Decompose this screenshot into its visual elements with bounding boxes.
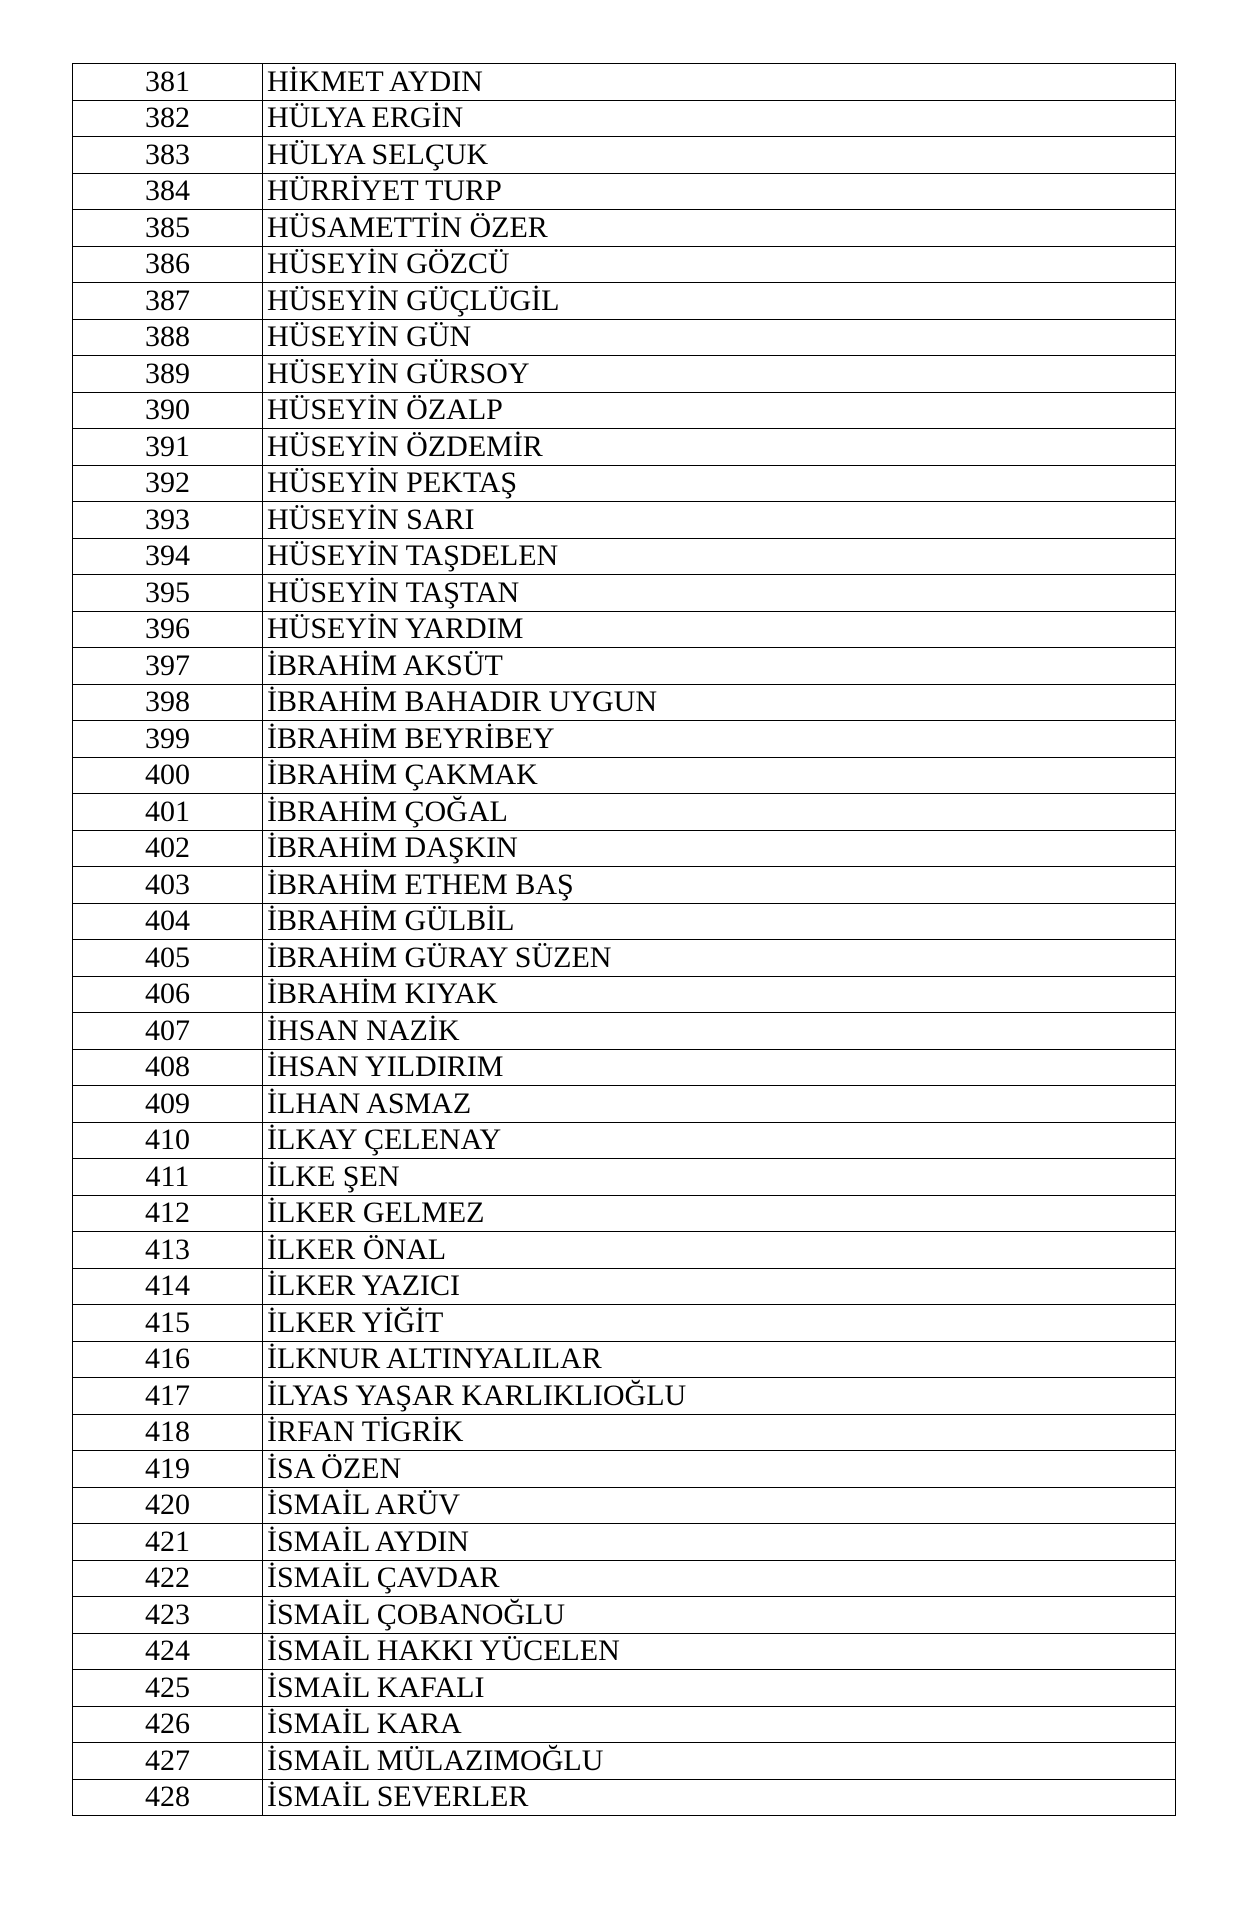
person-name-cell: İSMAİL KAFALI (263, 1670, 1176, 1707)
table-row (73, 1049, 1176, 1086)
table-row (73, 1743, 1176, 1780)
table-row (73, 648, 1176, 685)
person-name-cell: İLYAS YAŞAR KARLIKLIOĞLU (263, 1378, 1176, 1415)
person-name-cell: HÜLYA ERGİN (263, 100, 1176, 137)
person-name-cell: HÜSEYİN TAŞDELEN (263, 538, 1176, 575)
person-name-cell: İLHAN ASMAZ (263, 1086, 1176, 1123)
row-number-cell: 405 (73, 940, 263, 977)
person-name-cell: HÜSEYİN GÜN (263, 319, 1176, 356)
person-name-cell: İHSAN YILDIRIM (263, 1049, 1176, 1086)
row-number-cell: 396 (73, 611, 263, 648)
person-name-cell: İBRAHİM GÜRAY SÜZEN (263, 940, 1176, 977)
table-row (73, 684, 1176, 721)
table-row (73, 757, 1176, 794)
table-row (73, 976, 1176, 1013)
row-number-cell: 409 (73, 1086, 263, 1123)
row-number-cell: 391 (73, 429, 263, 466)
row-number-cell: 385 (73, 210, 263, 247)
table-row (73, 100, 1176, 137)
person-name-cell: İSMAİL ÇAVDAR (263, 1560, 1176, 1597)
table-row (73, 465, 1176, 502)
table-row (73, 1195, 1176, 1232)
person-name-cell: İBRAHİM BEYRİBEY (263, 721, 1176, 758)
table-row (73, 1086, 1176, 1123)
row-number-cell: 397 (73, 648, 263, 685)
table-row (73, 1305, 1176, 1342)
person-name-cell: HÜSAMETTİN ÖZER (263, 210, 1176, 247)
person-name-cell: İSMAİL ARÜV (263, 1487, 1176, 1524)
person-name-cell: HİKMET AYDIN (263, 64, 1176, 101)
table-row (73, 611, 1176, 648)
person-name-cell: İLKER GELMEZ (263, 1195, 1176, 1232)
row-number-cell: 426 (73, 1706, 263, 1743)
person-name-cell: İLKER YİĞİT (263, 1305, 1176, 1342)
row-number-cell: 423 (73, 1597, 263, 1634)
row-number-cell: 383 (73, 137, 263, 174)
person-name-cell: İLKER YAZICI (263, 1268, 1176, 1305)
table-row (73, 210, 1176, 247)
row-number-cell: 412 (73, 1195, 263, 1232)
table-row (73, 1159, 1176, 1196)
table-row (73, 173, 1176, 210)
row-number-cell: 407 (73, 1013, 263, 1050)
row-number-cell: 417 (73, 1378, 263, 1415)
row-number-cell: 386 (73, 246, 263, 283)
row-number-cell: 387 (73, 283, 263, 320)
table-row (73, 575, 1176, 612)
person-name-cell: İBRAHİM BAHADIR UYGUN (263, 684, 1176, 721)
row-number-cell: 415 (73, 1305, 263, 1342)
row-number-cell: 384 (73, 173, 263, 210)
row-number-cell: 402 (73, 830, 263, 867)
row-number-cell: 406 (73, 976, 263, 1013)
row-number-cell: 414 (73, 1268, 263, 1305)
table-row (73, 429, 1176, 466)
person-name-cell: HÜSEYİN YARDIM (263, 611, 1176, 648)
person-name-cell: HÜSEYİN TAŞTAN (263, 575, 1176, 612)
table-row (73, 137, 1176, 174)
table-row (73, 940, 1176, 977)
table-row (73, 1013, 1176, 1050)
row-number-cell: 425 (73, 1670, 263, 1707)
row-number-cell: 381 (73, 64, 263, 101)
table-row (73, 1378, 1176, 1415)
table-row (73, 356, 1176, 393)
row-number-cell: 416 (73, 1341, 263, 1378)
table-row (73, 1779, 1176, 1816)
person-name-cell: İBRAHİM ETHEM BAŞ (263, 867, 1176, 904)
table-row (73, 1268, 1176, 1305)
table-row (73, 1524, 1176, 1561)
row-number-cell: 418 (73, 1414, 263, 1451)
person-name-cell: İSA ÖZEN (263, 1451, 1176, 1488)
person-name-cell: HÜSEYİN PEKTAŞ (263, 465, 1176, 502)
row-number-cell: 395 (73, 575, 263, 612)
row-number-cell: 403 (73, 867, 263, 904)
table-row (73, 794, 1176, 831)
person-name-cell: HÜSEYİN ÖZDEMİR (263, 429, 1176, 466)
person-name-cell: İBRAHİM DAŞKIN (263, 830, 1176, 867)
person-name-cell: İLKNUR ALTINYALILAR (263, 1341, 1176, 1378)
person-name-cell: İLKE ŞEN (263, 1159, 1176, 1196)
person-name-cell: HÜSEYİN SARI (263, 502, 1176, 539)
row-number-cell: 399 (73, 721, 263, 758)
person-name-cell: HÜSEYİN GÜRSOY (263, 356, 1176, 393)
row-number-cell: 388 (73, 319, 263, 356)
row-number-cell: 427 (73, 1743, 263, 1780)
name-list-table (72, 63, 1176, 1816)
table-row (73, 1706, 1176, 1743)
person-name-cell: HÜSEYİN GÜÇLÜGİL (263, 283, 1176, 320)
table-row (73, 64, 1176, 101)
person-name-cell: İLKAY ÇELENAY (263, 1122, 1176, 1159)
row-number-cell: 404 (73, 903, 263, 940)
table-row (73, 1232, 1176, 1269)
row-number-cell: 389 (73, 356, 263, 393)
person-name-cell: İSMAİL AYDIN (263, 1524, 1176, 1561)
person-name-cell: HÜRRİYET TURP (263, 173, 1176, 210)
table-row (73, 1414, 1176, 1451)
table-row (73, 1560, 1176, 1597)
row-number-cell: 421 (73, 1524, 263, 1561)
table-row (73, 867, 1176, 904)
row-number-cell: 390 (73, 392, 263, 429)
table-row (73, 1122, 1176, 1159)
person-name-cell: İHSAN NAZİK (263, 1013, 1176, 1050)
person-name-cell: HÜSEYİN ÖZALP (263, 392, 1176, 429)
table-row (73, 283, 1176, 320)
table-row (73, 1451, 1176, 1488)
row-number-cell: 411 (73, 1159, 263, 1196)
person-name-cell: İBRAHİM KIYAK (263, 976, 1176, 1013)
person-name-cell: İBRAHİM GÜLBİL (263, 903, 1176, 940)
row-number-cell: 400 (73, 757, 263, 794)
table-row (73, 1487, 1176, 1524)
person-name-cell: İBRAHİM ÇAKMAK (263, 757, 1176, 794)
table-row (73, 721, 1176, 758)
row-number-cell: 394 (73, 538, 263, 575)
table-row (73, 246, 1176, 283)
table-row (73, 1341, 1176, 1378)
table-row (73, 538, 1176, 575)
person-name-cell: İSMAİL MÜLAZIMOĞLU (263, 1743, 1176, 1780)
person-name-cell: İSMAİL SEVERLER (263, 1779, 1176, 1816)
person-name-cell: HÜLYA SELÇUK (263, 137, 1176, 174)
table-row (73, 319, 1176, 356)
row-number-cell: 422 (73, 1560, 263, 1597)
person-name-cell: İSMAİL KARA (263, 1706, 1176, 1743)
person-name-cell: İSMAİL ÇOBANOĞLU (263, 1597, 1176, 1634)
row-number-cell: 410 (73, 1122, 263, 1159)
person-name-cell: İSMAİL HAKKI YÜCELEN (263, 1633, 1176, 1670)
table-row (73, 1670, 1176, 1707)
person-name-cell: İBRAHİM AKSÜT (263, 648, 1176, 685)
row-number-cell: 424 (73, 1633, 263, 1670)
row-number-cell: 398 (73, 684, 263, 721)
name-list-body (73, 64, 1176, 1816)
table-row (73, 1633, 1176, 1670)
person-name-cell: HÜSEYİN GÖZCÜ (263, 246, 1176, 283)
table-row (73, 830, 1176, 867)
person-name-cell: İBRAHİM ÇOĞAL (263, 794, 1176, 831)
row-number-cell: 401 (73, 794, 263, 831)
row-number-cell: 419 (73, 1451, 263, 1488)
row-number-cell: 420 (73, 1487, 263, 1524)
row-number-cell: 408 (73, 1049, 263, 1086)
row-number-cell: 428 (73, 1779, 263, 1816)
table-row (73, 502, 1176, 539)
table-row (73, 1597, 1176, 1634)
row-number-cell: 393 (73, 502, 263, 539)
person-name-cell: İRFAN TİGRİK (263, 1414, 1176, 1451)
table-row (73, 392, 1176, 429)
row-number-cell: 413 (73, 1232, 263, 1269)
row-number-cell: 382 (73, 100, 263, 137)
row-number-cell: 392 (73, 465, 263, 502)
person-name-cell: İLKER ÖNAL (263, 1232, 1176, 1269)
table-row (73, 903, 1176, 940)
